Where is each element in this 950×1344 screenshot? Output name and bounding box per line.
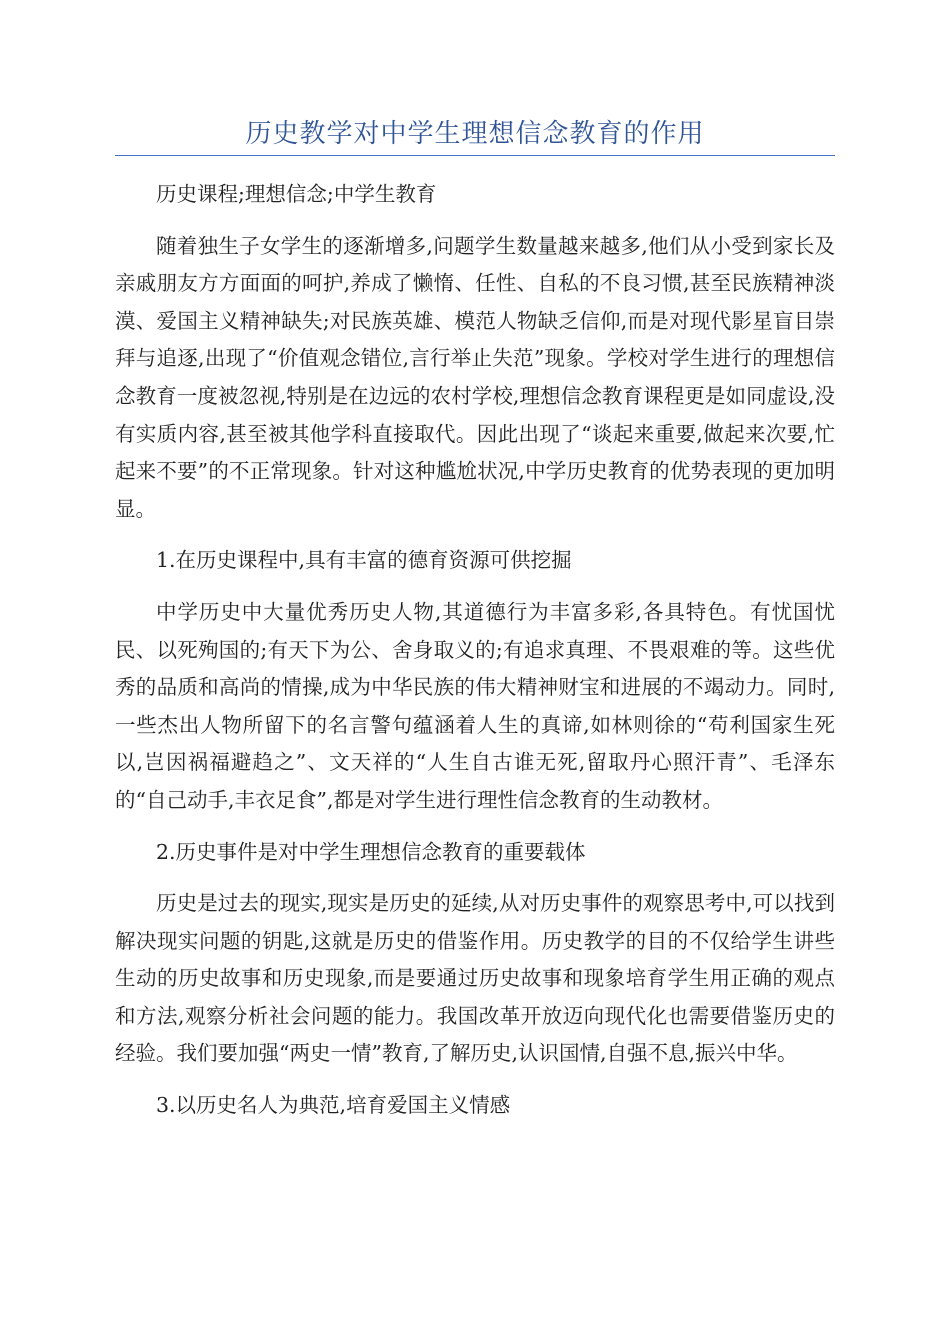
section-1-paragraph: 中学历史中大量优秀历史人物,其道德行为丰富多彩,各具特色。有忧国忧民、以死殉国的;有天下为公、舍身取义的;有追求真理、不畏艰难的等。这些优秀的品质和高尚的情操,成为中华民族的伟大精神财宝和进展的不竭动力。同时,一些杰出人物所留下的名言警句蕴涵着人生的真谛,如林则徐的“苟利国家生死以,岂因祸福避趋之”、文天祥的“人生自古谁无死,留取丹心照汗青”、毛泽东的“自己动手,丰衣足食”,都是对学生进行理性信念教育的生动教材。	[115, 599, 835, 812]
keywords-line: 历史课程;理想信念;中学生教育	[156, 182, 437, 206]
section-heading-1: 1.在历史课程中,具有丰富的德育资源可供挖掘	[156, 548, 572, 573]
section-heading-3: 3.以历史名人为典范,培育爱国主义情感	[156, 1093, 511, 1118]
section-2-paragraph: 历史是过去的现实,现实是历史的延续,从对历史事件的观察思考中,可以找到解决现实问题的钥匙,这就是历史的借鉴作用。历史教学的目的不仅给学生讲些生动的历史故事和历史现象,而是要通过历史故事和现象培育学生用正确的观点和方法,观察分析社会问题的能力。我国改革开放迈向现代化也需要借鉴历史的经验。我们要加强“两史一情”教育,了解历史,认识国情,自强不息,振兴中华。	[115, 891, 835, 1066]
document-title: 历史教学对中学生理想信念教育的作用	[245, 119, 705, 149]
title-underline	[115, 155, 835, 156]
document-body	[115, 176, 835, 1139]
section-heading-2: 2.历史事件是对中学生理想信念教育的重要载体	[156, 839, 586, 864]
intro-paragraph: 随着独生子女学生的逐渐增多,问题学生数量越来越多,他们从小受到家长及亲戚朋友方方面面的呵护,养成了懒惰、任性、自私的不良习惯,甚至民族精神淡漠、爱国主义精神缺失;对民族英雄、模范人物缺乏信仰,而是对现代影星盲目崇拜与追逐,出现了“价值观念错位,言行举止失范”现象。学校对学生进行的理想信念教育一度被忽视,特别是在边远的农村学校,理想信念教育课程更是如同虚设,没有实质内容,甚至被其他学科直接取代。因此出现了“谈起来重要,做起来次要,忙起来不要”的不正常现象。针对这种尴尬状况,中学历史教育的优势表现的更加明显。	[115, 233, 835, 521]
